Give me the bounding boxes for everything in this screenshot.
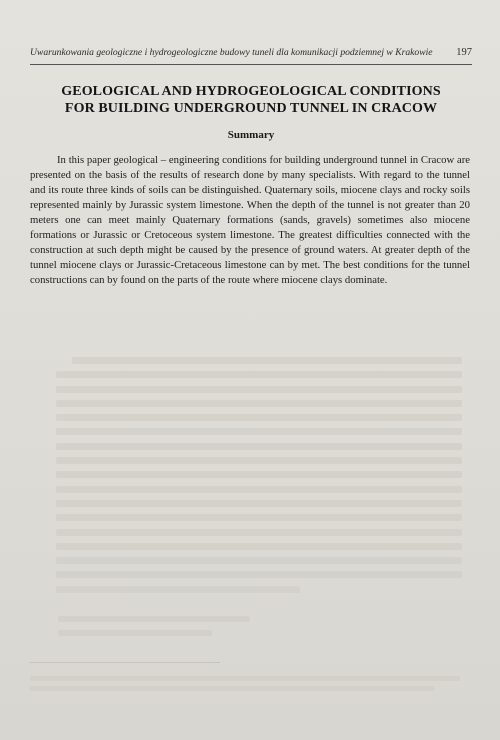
show-through-line — [72, 357, 462, 364]
show-through-line — [56, 371, 462, 378]
show-through-line — [56, 543, 462, 550]
show-through-line — [56, 400, 462, 407]
show-through-line — [56, 428, 462, 435]
summary-paragraph: In this paper geological – engineering conditions for building underground tunnel in Cracow are presented on the basis of the results of research done by many specialists. With regard to the tunnel and its route three kinds of soils can be distinguished. Quaternary soils, miocene clays and rocky soils represented mainly by Jurassic system limestone. When the depth of the tunnel is not greater than 20 meters one can meet mainly Quaternary formations (sands, gravels) sometimes also miocene formations or Jurassic or Cretoceous system limestone. The greatest difficulties connected with the construction at such depth might be caused by the presence of ground waters. At greater depth of the tunnel miocene clays or Jurassic-Cretaceous limestone can by met. The best conditions for the tunnel constructions can by found on the parts of the route where miocene clays dominate. — [30, 154, 470, 287]
show-through-line — [56, 486, 462, 493]
show-through-bullet — [58, 630, 212, 636]
article-title — [30, 83, 472, 117]
show-through-line — [56, 514, 462, 521]
show-through-line — [56, 443, 462, 450]
show-through-line — [56, 386, 462, 393]
show-through-line — [56, 457, 462, 464]
show-through-line — [56, 529, 462, 536]
show-through-line — [56, 571, 462, 578]
show-through-footnote-line — [30, 676, 460, 681]
show-through-line — [56, 557, 462, 564]
show-through-bullet — [58, 616, 250, 622]
show-through-footnote-line — [30, 686, 434, 691]
summary-heading: Summary — [227, 129, 275, 141]
article-title-line-1: GEOLOGICAL AND HYDROGEOLOGICAL CONDITIONS — [61, 84, 441, 99]
show-through-footnotes — [30, 676, 460, 696]
running-header — [30, 47, 472, 63]
show-through-footnote-rule — [30, 662, 220, 663]
page-number: 197 — [456, 47, 472, 58]
show-through-bullets — [58, 616, 250, 644]
show-through-line — [56, 500, 462, 507]
show-through-line — [56, 586, 300, 593]
show-through-line — [56, 414, 462, 421]
show-through-text-block — [56, 357, 462, 600]
article-title-line-2: FOR BUILDING UNDERGROUND TUNNEL IN CRACOW — [64, 101, 438, 116]
show-through-line — [56, 471, 462, 478]
running-header-title: Uwarunkowania geologiczne i hydrogeologiczne budowy tuneli dla komunikacji podziemnej w Krakowie — [30, 47, 433, 58]
header-rule — [30, 64, 472, 65]
